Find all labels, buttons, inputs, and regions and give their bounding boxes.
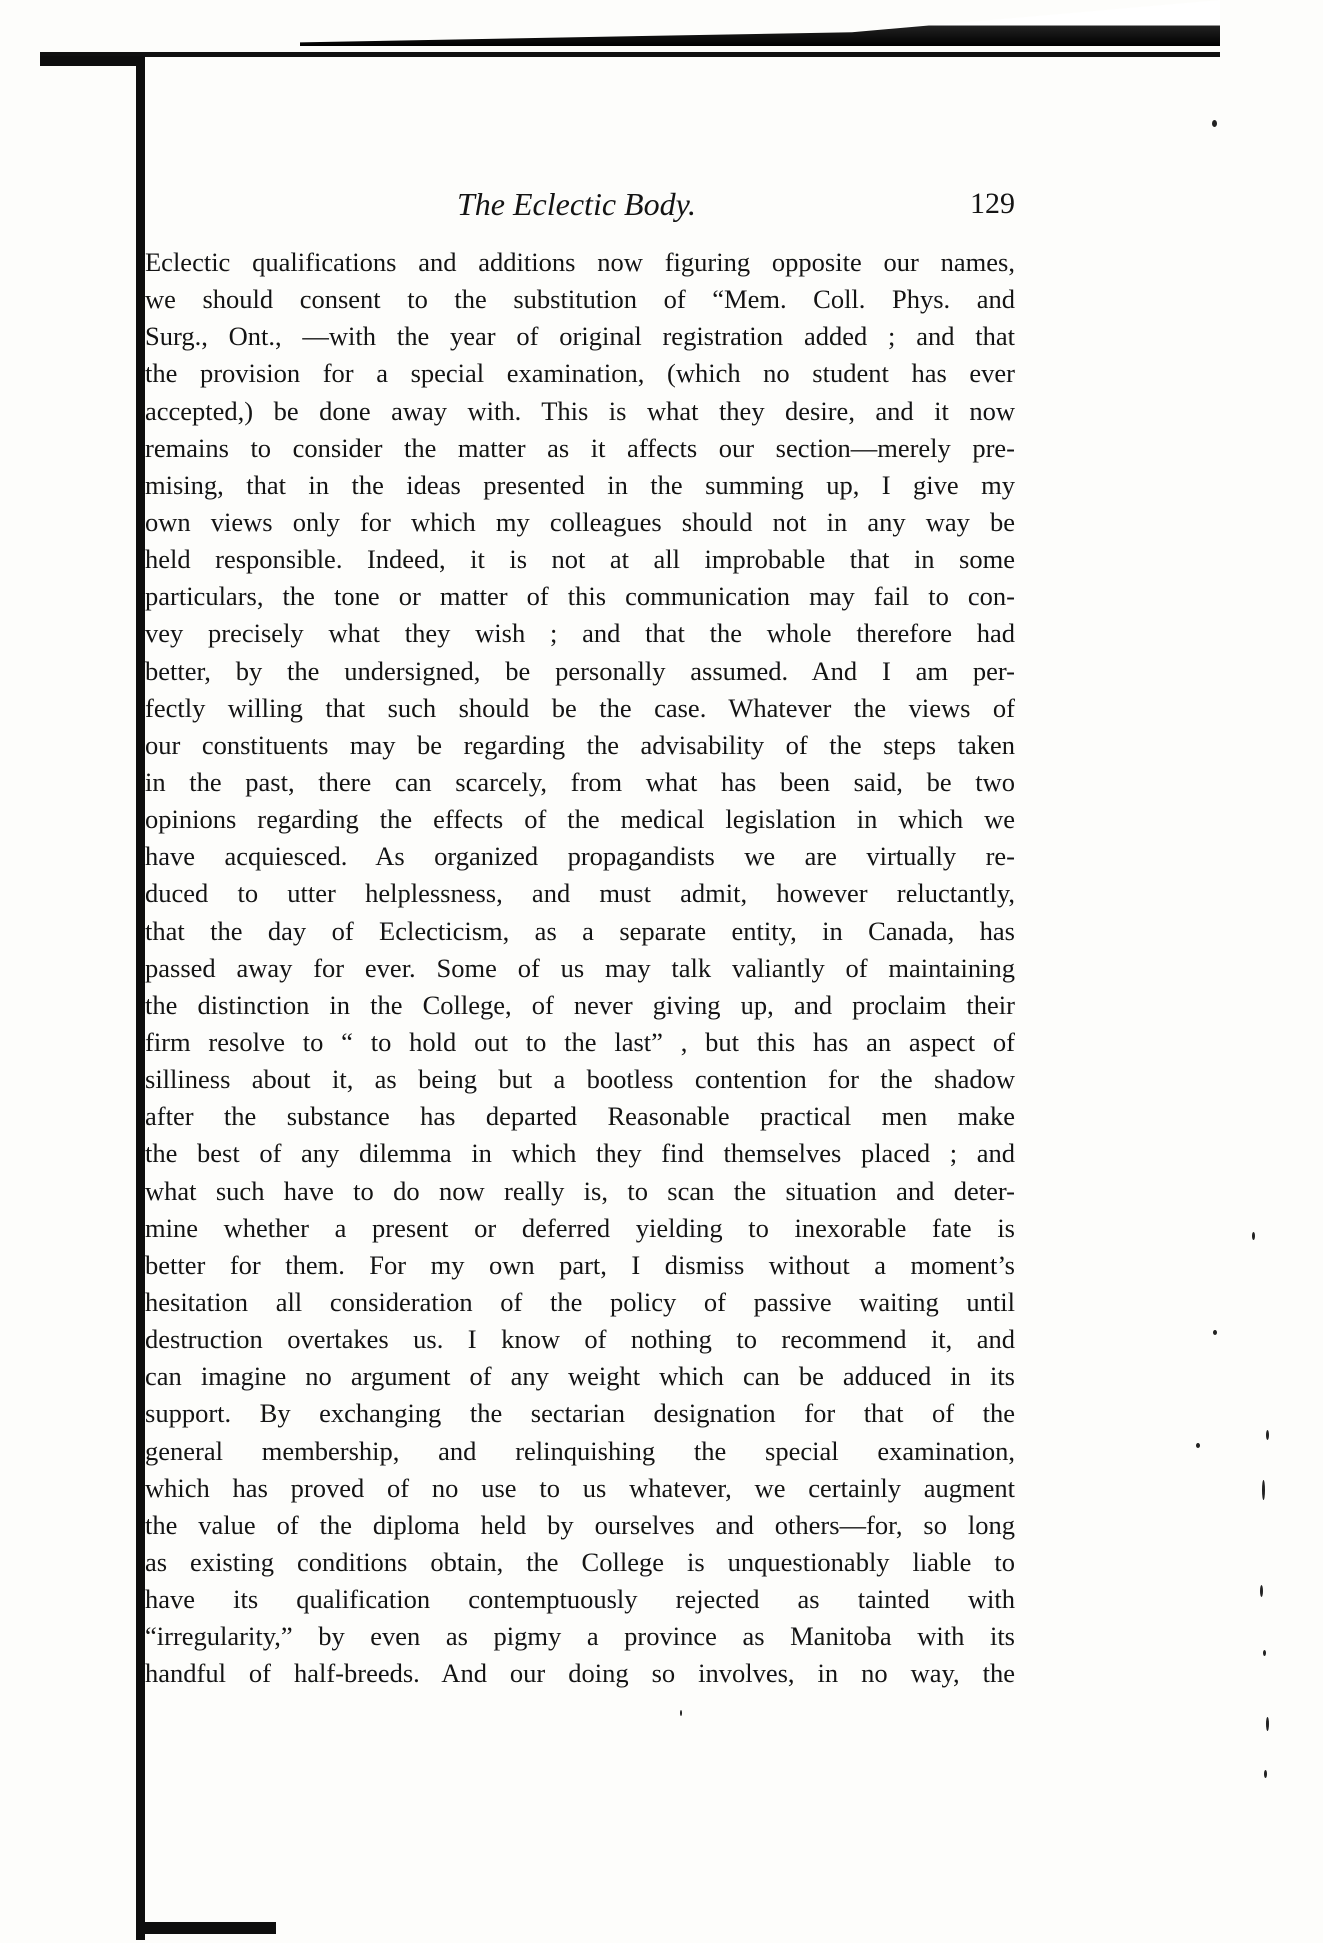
text-line: remains to consider the matter as it affects our section—merely pre- [145, 432, 1015, 463]
text-line: have its qualification contemptuously rejected as tainted with [145, 1584, 1015, 1615]
text-line: opinions regarding the effects of the medical legislation in which we [145, 804, 1015, 835]
scan-speck [1263, 1650, 1266, 1656]
scan-edge-top-shadow [300, 0, 1220, 46]
text-line: support. By exchanging the sectarian designation for that of the [145, 1398, 1015, 1429]
text-line: which has proved of no use to us whatever, we certainly augment [145, 1472, 1015, 1503]
text-line: after the substance has departed Reasonable practical men make [145, 1101, 1015, 1132]
scan-frame-top-rule [40, 52, 1220, 57]
text-line: the best of any dilemma in which they find themselves placed ; and [145, 1138, 1015, 1169]
text-line: better for them. For my own part, I dismiss without a moment’s [145, 1249, 1015, 1280]
text-line: accepted,) be done away with. This is what they desire, and it now [145, 395, 1015, 426]
page-number: 129 [970, 187, 1015, 220]
text-line: silliness about it, as being but a bootless contention for the shadow [145, 1064, 1015, 1095]
text-line: firm resolve to “ to hold out to the last” , but this has an aspect of [145, 1026, 1015, 1057]
scan-frame-left-rule [136, 60, 145, 1940]
text-line: handful of half-breeds. And our doing so involves, in no way, the [145, 1658, 1015, 1689]
text-line: duced to utter helplessness, and must admit, however reluctantly, [145, 878, 1015, 909]
scan-speck [1262, 1480, 1265, 1500]
text-line: own views only for which my colleagues should not in any way be [145, 506, 1015, 537]
text-line: the distinction in the College, of never giving up, and proclaim their [145, 989, 1015, 1020]
text-line: particulars, the tone or matter of this communication may fail to con- [145, 581, 1015, 612]
scan-frame-corner [40, 56, 145, 66]
scan-frame-bottom-rule [136, 1922, 276, 1934]
text-line: Surg., Ont., —with the year of original registration added ; and that [145, 321, 1015, 352]
text-line: the value of the diploma held by ourselves and others—for, so long [145, 1509, 1015, 1540]
text-line: the provision for a special examination, (which no student has ever [145, 358, 1015, 389]
running-head [145, 184, 1015, 224]
scan-speck [1264, 1770, 1267, 1778]
text-line: hesitation all consideration of the policy of passive waiting until [145, 1286, 1015, 1317]
scan-speck [680, 1710, 682, 1716]
text-line: fectly willing that such should be the case. Whatever the views of [145, 692, 1015, 723]
text-line: destruction overtakes us. I know of nothing to recommend it, and [145, 1324, 1015, 1355]
text-line: in the past, there can scarcely, from what has been said, be two [145, 766, 1015, 797]
text-line: mine whether a present or deferred yielding to inexorable fate is [145, 1212, 1015, 1243]
text-line: can imagine no argument of any weight which can be adduced in its [145, 1361, 1015, 1392]
body-text [145, 244, 1015, 1692]
text-line: mising, that in the ideas presented in the summing up, I give my [145, 469, 1015, 500]
text-line: as existing conditions obtain, the College is unquestionably liable to [145, 1546, 1015, 1577]
text-line: vey precisely what they wish ; and that the whole therefore had [145, 618, 1015, 649]
text-line: “irregularity,” by even as pigmy a province as Manitoba with its [145, 1621, 1015, 1652]
text-line: general membership, and relinquishing the special examination, [145, 1435, 1015, 1466]
scan-speck [1196, 1443, 1200, 1448]
scan-speck [1266, 1717, 1269, 1731]
text-line: have acquiesced. As organized propagandists we are virtually re- [145, 841, 1015, 872]
scan-speck [1266, 1430, 1269, 1440]
text-line: Eclectic qualifications and additions now figuring opposite our names, [145, 247, 1015, 277]
scan-speck [1252, 1232, 1255, 1240]
scan-speck [1212, 120, 1217, 127]
text-line: we should consent to the substitution of “Mem. Coll. Phys. and [145, 284, 1015, 315]
scan-speck [1213, 1330, 1217, 1335]
text-line: held responsible. Indeed, it is not at all improbable that in some [145, 544, 1015, 575]
text-line: our constituents may be regarding the advisability of the steps taken [145, 729, 1015, 760]
running-title: The Eclectic Body. [457, 186, 697, 222]
scan-speck [1260, 1585, 1263, 1597]
text-line: that the day of Eclecticism, as a separate entity, in Canada, has [145, 915, 1015, 946]
text-line: passed away for ever. Some of us may talk valiantly of maintaining [145, 952, 1015, 983]
text-line: what such have to do now really is, to scan the situation and deter- [145, 1175, 1015, 1206]
text-line: better, by the undersigned, be personally assumed. And I am per- [145, 655, 1015, 686]
